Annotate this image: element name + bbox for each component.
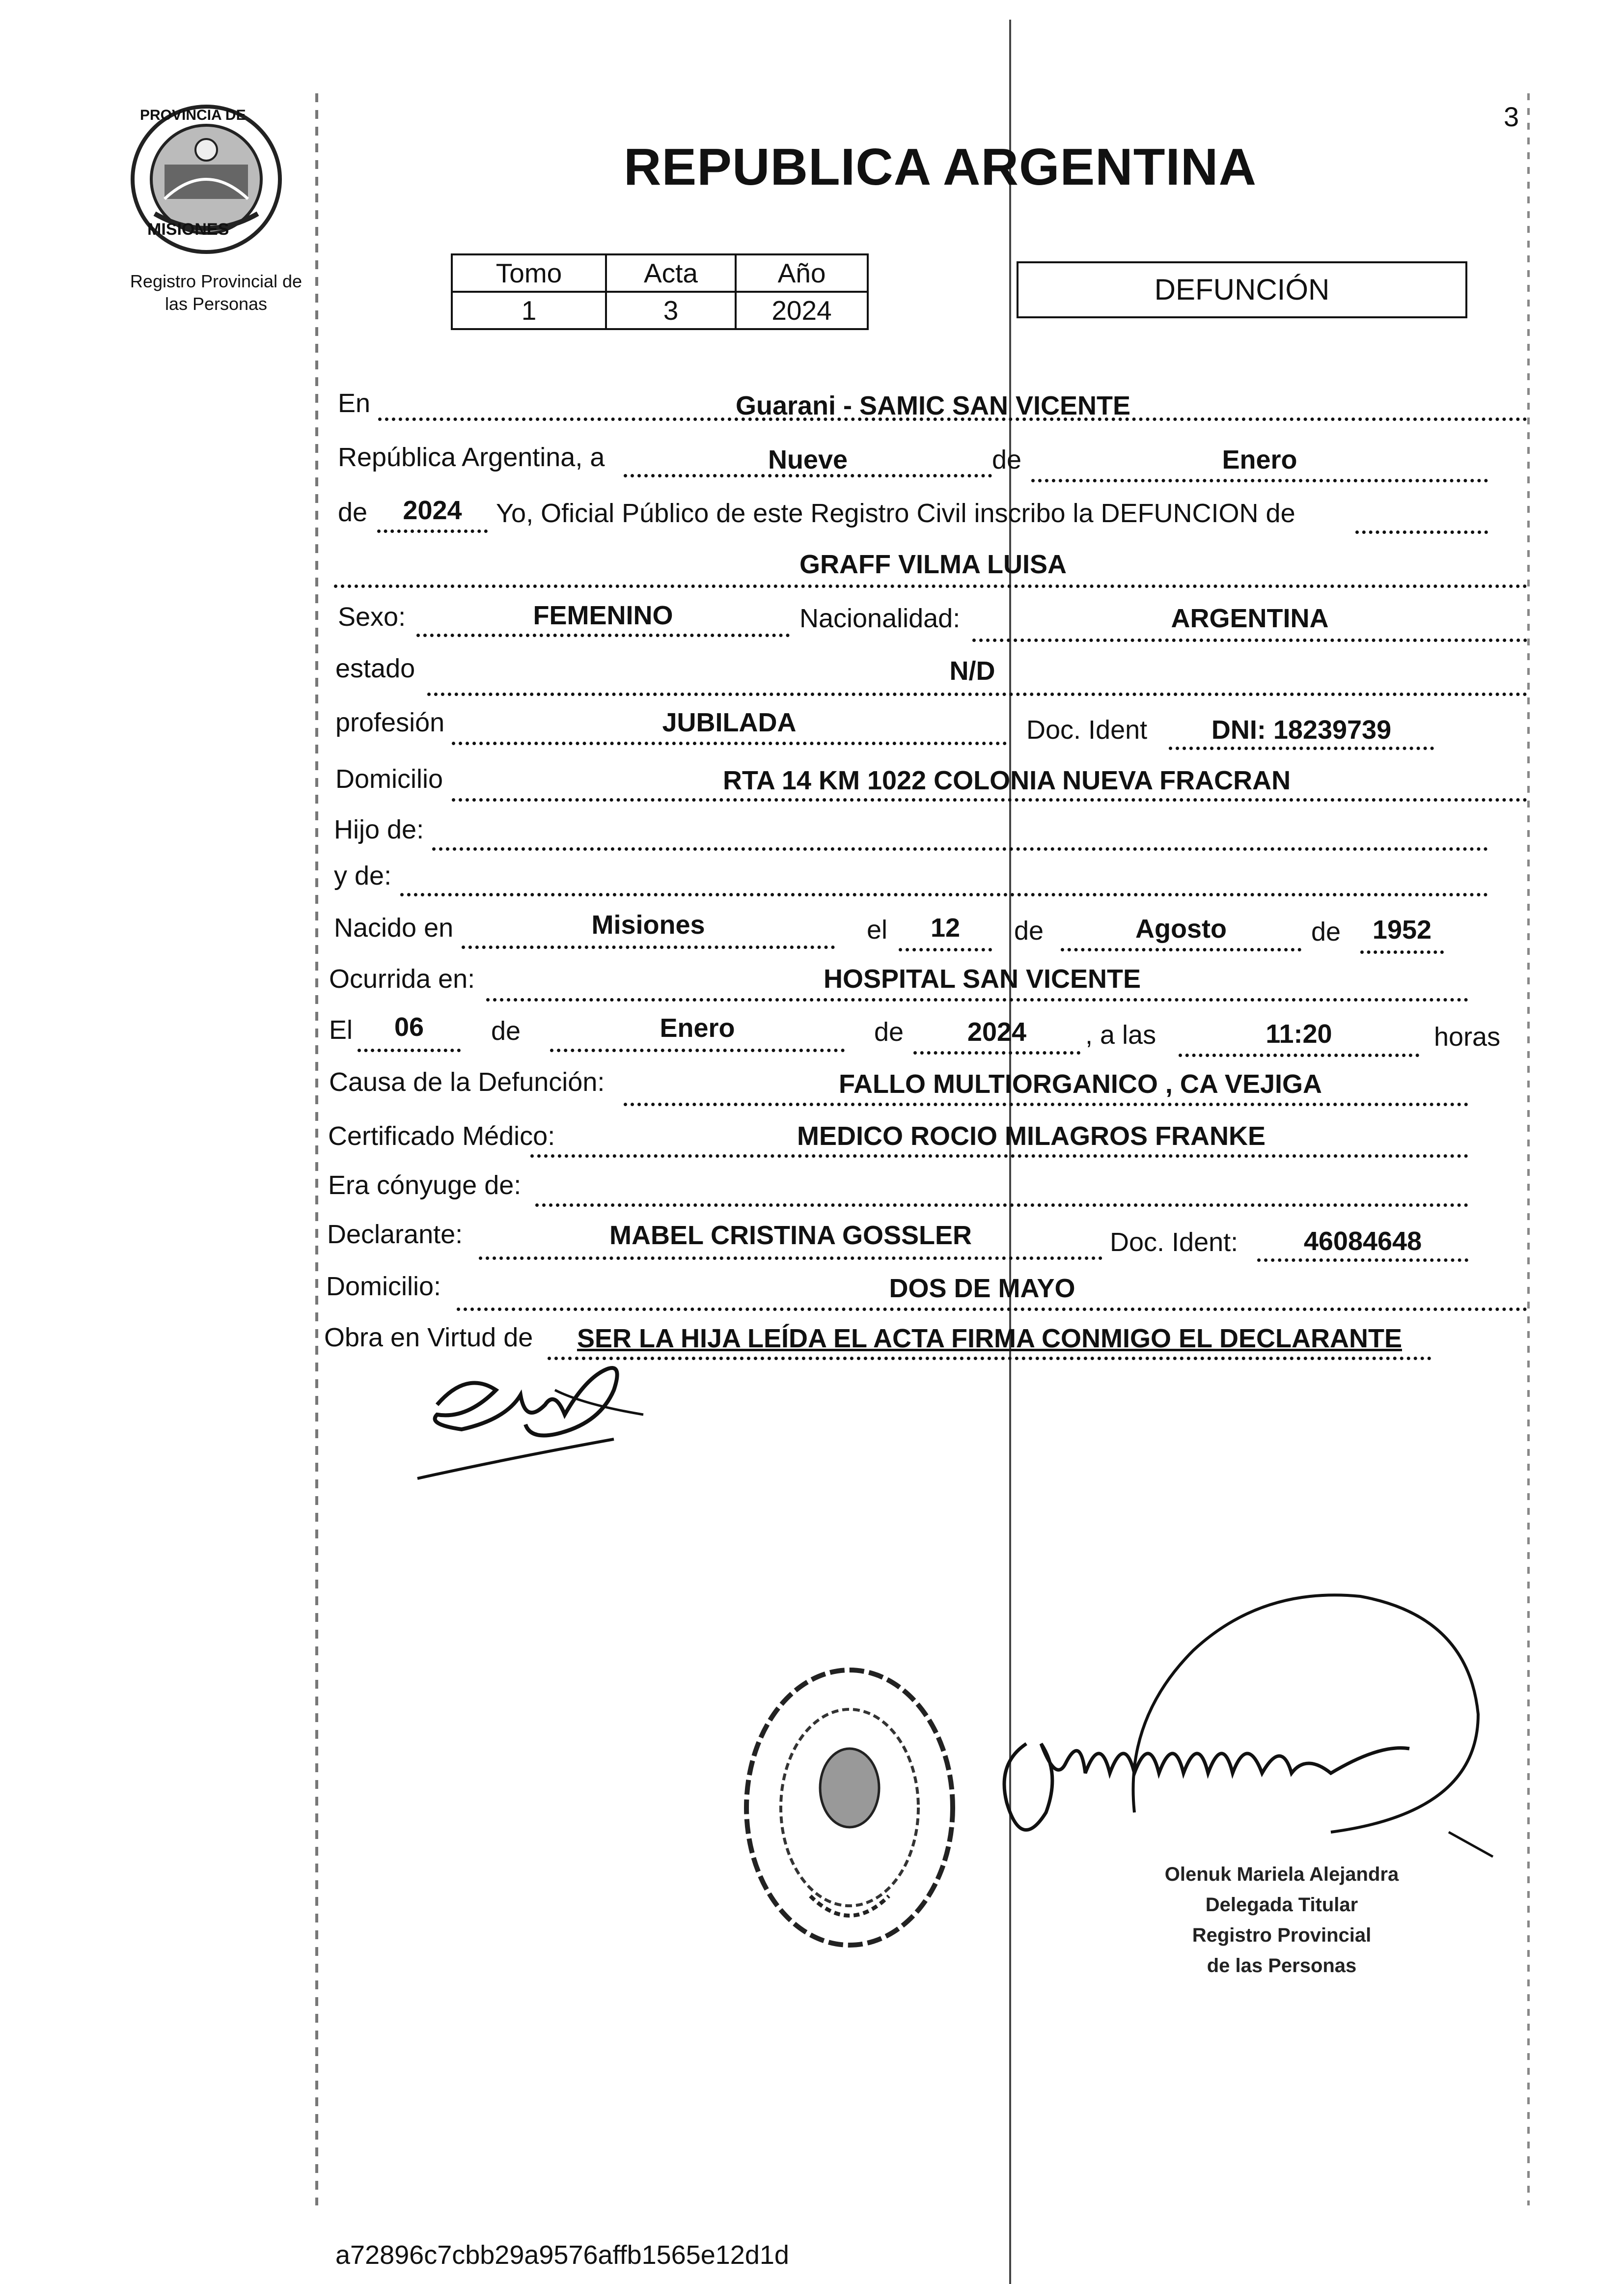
obra-value: SER LA HIJA LEÍDA EL ACTA FIRMA CONMIGO EL DECLARANTE [577, 1324, 1402, 1353]
lugar-label: En [338, 389, 371, 418]
sexo-label: Sexo: [338, 602, 406, 632]
defuncion-time: 11:20 [1266, 1019, 1332, 1049]
page-number: 3 [1504, 101, 1519, 132]
obra-underline [548, 1357, 1431, 1360]
obra-label: Obra en Virtud de [324, 1323, 533, 1352]
nombre-underline [334, 585, 1527, 588]
nacido-day: 12 [930, 913, 961, 943]
conyuge-label: Era cónyuge de: [328, 1170, 522, 1200]
nacido-place-underline [462, 946, 835, 949]
declarante-doc-underline [1257, 1258, 1468, 1262]
official-org-line2: de las Personas [1207, 1955, 1357, 1977]
seal-text-top: PROVINCIA DE [140, 107, 246, 123]
estado-underline [427, 693, 1527, 696]
estado-value: N/D [949, 656, 995, 686]
anio-acta-text: Yo, Oficial Público de este Registro Civil inscribo la DEFUNCION de [496, 499, 1295, 528]
doc-ident-underline [1169, 747, 1434, 750]
lugar-value: Guarani - SAMIC SAN VICENTE [735, 391, 1131, 420]
profesion-underline [452, 742, 1007, 745]
y-de-underline [400, 893, 1488, 896]
acta-header: Acta [606, 254, 736, 292]
seal-text-bottom: MISIONES [147, 220, 229, 239]
declarante-underline [479, 1256, 1102, 1260]
doc-ident-label: Doc. Ident [1026, 715, 1148, 745]
nacido-month-underline [1061, 948, 1301, 951]
defuncion-horas-label: horas [1434, 1022, 1501, 1052]
certificado-value: MEDICO ROCIO MILAGROS FRANKE [797, 1121, 1266, 1151]
defuncion-month: Enero [660, 1013, 735, 1043]
fecha-acta-label: República Argentina, a [338, 443, 605, 472]
tomo-header: Tomo [452, 254, 606, 292]
registry-table-value-row [452, 292, 868, 329]
conyuge-underline [535, 1203, 1468, 1207]
sexo-underline [416, 634, 790, 637]
anio-acta-label: de [338, 498, 368, 527]
nacido-year: 1952 [1372, 915, 1432, 945]
certificado-label: Certificado Médico: [328, 1121, 555, 1151]
fecha-acta-day: Nueve [768, 445, 848, 474]
page-title: REPUBLICA ARGENTINA [624, 138, 1257, 196]
official-stamp [1129, 1859, 1434, 1981]
declarante-doc-label: Doc. Ident: [1110, 1227, 1239, 1257]
ocurrida-value: HOSPITAL SAN VICENTE [823, 964, 1141, 994]
defuncion-year-underline [913, 1051, 1080, 1055]
domicilio-label: Domicilio [335, 764, 443, 794]
nacionalidad-value: ARGENTINA [1171, 604, 1329, 633]
defuncion-day-underline [358, 1049, 461, 1052]
registry-table [451, 253, 869, 330]
certificado-underline [530, 1154, 1468, 1158]
fecha-acta-month: Enero [1222, 445, 1297, 474]
declarante-dom-value: DOS DE MAYO [889, 1274, 1075, 1303]
nacido-el-label: el [867, 915, 888, 945]
nacido-de2-label: de [1311, 917, 1341, 947]
sexo-value: FEMENINO [533, 601, 673, 630]
nombre-value: GRAFF VILMA LUISA [799, 550, 1067, 579]
anio-acta-underline [377, 529, 488, 533]
causa-underline [624, 1103, 1468, 1106]
left-margin-marks [315, 93, 318, 2205]
declarante-dom-label: Domicilio: [326, 1272, 441, 1301]
declarante-dom-underline [457, 1308, 1527, 1311]
declarante-value: MABEL CRISTINA GOSSLER [609, 1221, 972, 1250]
estado-label: estado [335, 654, 415, 683]
domicilio-underline [452, 798, 1527, 802]
profesion-value: JUBILADA [662, 708, 797, 737]
right-margin-marks [1527, 93, 1530, 2205]
defuncion-month-underline [550, 1049, 845, 1052]
anio-header: Año [736, 254, 868, 292]
defuncion-el-label: El [329, 1015, 353, 1045]
defuncion-day: 06 [394, 1012, 424, 1042]
document-type-box: DEFUNCIÓN [1017, 261, 1467, 318]
nacido-month: Agosto [1135, 914, 1227, 944]
official-name: Olenuk Mariela Alejandra [1164, 1864, 1399, 1885]
official-signature [987, 1557, 1517, 1881]
ocurrida-underline [486, 998, 1468, 1002]
organization-name [106, 270, 327, 315]
defuncion-de1-label: de [491, 1016, 521, 1046]
registry-round-stamp [732, 1660, 967, 1965]
nacido-place: Misiones [591, 910, 705, 940]
defuncion-a-las-label: , a las [1085, 1020, 1156, 1050]
profesion-label: profesión [335, 708, 445, 737]
official-org-line1: Registro Provincial [1192, 1924, 1372, 1946]
scan-fold-line [1009, 20, 1011, 2284]
defuncion-time-underline [1179, 1054, 1419, 1057]
declarante-label: Declarante: [327, 1220, 463, 1249]
declarante-doc-value: 46084648 [1303, 1226, 1422, 1256]
defuncion-year: 2024 [967, 1017, 1027, 1047]
organization-line2: las Personas [165, 294, 268, 314]
doc-ident-value: DNI: 18239739 [1211, 715, 1392, 745]
nacido-year-underline [1360, 950, 1444, 954]
defuncion-de-underline [1355, 530, 1488, 534]
registry-table-header-row [452, 254, 868, 292]
anio-value: 2024 [736, 292, 868, 329]
nacido-label: Nacido en [334, 913, 454, 943]
fecha-acta-sep: de [992, 445, 1022, 474]
tomo-value: 1 [452, 292, 606, 329]
official-title: Delegada Titular [1205, 1894, 1358, 1916]
acta-value: 3 [606, 292, 736, 329]
anio-acta-value: 2024 [403, 496, 462, 525]
hijo-de-label: Hijo de: [334, 815, 424, 844]
document-hash: a72896c7cbb29a9576affb1565e12d1d [335, 2240, 789, 2270]
hijo-de-underline [432, 847, 1488, 851]
defuncion-de2-label: de [874, 1017, 904, 1047]
nacido-de1-label: de [1014, 916, 1044, 946]
causa-label: Causa de la Defunción: [329, 1067, 605, 1097]
y-de-label: y de: [334, 861, 392, 891]
nacionalidad-label: Nacionalidad: [799, 604, 961, 633]
fecha-acta-month-underline [1031, 479, 1488, 482]
nacido-day-underline [899, 948, 992, 951]
nacionalidad-underline [972, 639, 1527, 642]
ocurrida-label: Ocurrida en: [329, 964, 475, 994]
domicilio-value: RTA 14 KM 1022 COLONIA NUEVA FRACRAN [722, 766, 1291, 795]
declarant-signature [408, 1361, 683, 1488]
organization-line1: Registro Provincial de [130, 271, 303, 291]
causa-value: FALLO MULTIORGANICO , CA VEJIGA [839, 1069, 1322, 1099]
